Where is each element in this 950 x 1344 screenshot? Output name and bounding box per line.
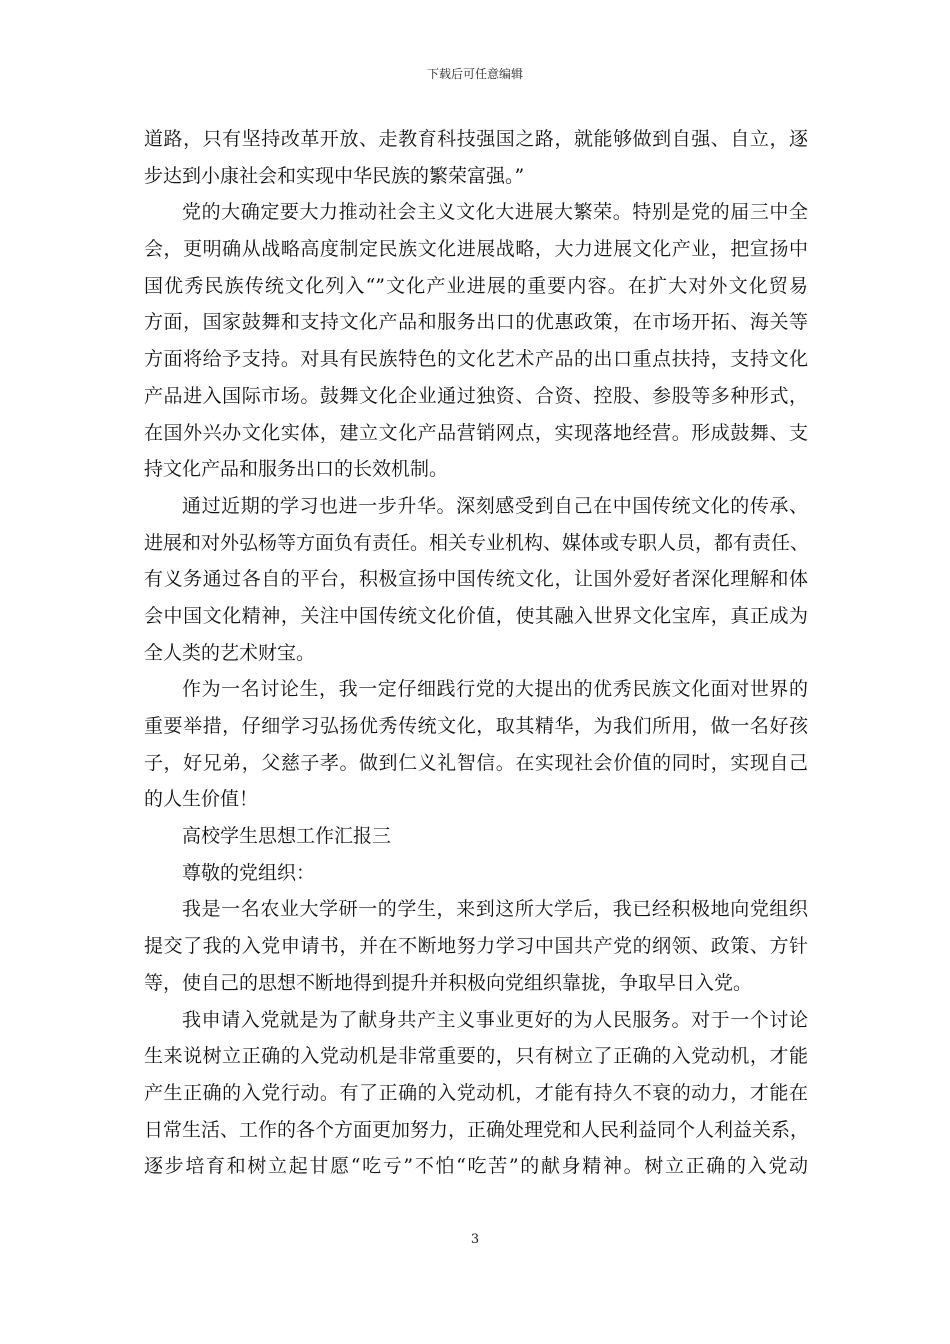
section-heading: 高校学生思想工作汇报三 bbox=[182, 825, 392, 848]
page-number-text: 3 bbox=[470, 1232, 480, 1247]
paragraph-6 bbox=[144, 1002, 808, 1185]
salutation bbox=[144, 855, 808, 892]
paragraph-1 bbox=[144, 121, 808, 194]
text-line: 会中国文化精神，关注中国传统文化价值，使其融入世界文化宝库，真正成为 bbox=[144, 604, 808, 627]
text-line: 有义务通过各自的平台，积极宣扬中国传统文化，让国外爱好者深化理解和体 bbox=[144, 568, 808, 591]
text-line: 等，使自己的思想不断地得到提升并积极向党组织靠拢，争取早日入党。 bbox=[144, 971, 753, 994]
text-line: 生来说树立正确的入党动机是非常重要的，只有树立了正确的入党动机，才能 bbox=[144, 1045, 808, 1068]
text-line: 子，好兄弟，父慈子孝。做到仁义礼智信。在实现社会价值的同时，实现自己 bbox=[144, 751, 808, 774]
text-line: 方面将给予支持。对具有民族特色的文化艺术产品的出口重点扶持，支持文化 bbox=[144, 348, 808, 371]
text-line: 提交了我的入党申请书，并在不断地努力学习中国共产党的纲领、政策、方针 bbox=[144, 935, 808, 958]
text-line: 产生正确的入党行动。有了正确的入党动机，才能有持久不衰的动力，才能在 bbox=[144, 1081, 808, 1104]
page-header bbox=[0, 66, 950, 82]
text-line: 我是一名农业大学研一的学生，来到这所大学后，我已经积极地向党组织 bbox=[182, 898, 808, 921]
text-line: 通过近期的学习也进一步升华。深刻感受到自己在中国传统文化的传承、 bbox=[182, 494, 808, 517]
text-line: 方面，国家鼓舞和支持文化产品和服务出口的优惠政策，在市场开拓、海关等 bbox=[144, 311, 808, 334]
text-line: 产品进入国际市场。鼓舞文化企业通过独资、合资、控股、参股等多种形式， bbox=[144, 384, 808, 407]
text-line: 的人生价值！ bbox=[144, 788, 259, 811]
document-body bbox=[144, 121, 808, 1185]
text-line: 步达到小康社会和实现中华民族的繁荣富强。” bbox=[144, 164, 525, 187]
text-line: 重要举措，仔细学习弘扬优秀传统文化，取其精华，为我们所用，做一名好孩 bbox=[144, 715, 808, 737]
text-line: 国优秀民族传统文化列入“”文化产业进展的重要内容。在扩大对外文化贸易 bbox=[144, 274, 808, 297]
paragraph-4 bbox=[144, 671, 808, 818]
salutation-line: 尊敬的党组织： bbox=[182, 861, 316, 884]
text-line: 在国外兴办文化实体，建立文化产品营销网点，实现落地经营。形成鼓舞、支 bbox=[144, 421, 808, 444]
text-line: 会，更明确从战略高度制定民族文化进展战略，大力进展文化产业，把宣扬中 bbox=[144, 238, 808, 261]
text-line: 作为一名讨论生，我一定仔细践行党的大提出的优秀民族文化面对世界的 bbox=[182, 678, 808, 701]
text-line: 党的大确定要大力推动社会主义文化大进展大繁荣。特别是党的届三中全 bbox=[182, 201, 808, 224]
text-line: 我申请入党就是为了献身共产主义事业更好的为人民服务。对于一个讨论 bbox=[182, 1008, 808, 1031]
text-line: 日常生活、工作的各个方面更加努力，正确处理党和人民利益同个人利益关系， bbox=[144, 1118, 810, 1141]
section-title bbox=[144, 818, 808, 855]
header-note: 下载后可任意编辑 bbox=[426, 67, 523, 81]
text-line: 进展和对外弘杨等方面负有责任。相关专业机构、媒体或专职人员，都有责任、 bbox=[144, 531, 810, 554]
paragraph-2 bbox=[144, 194, 808, 488]
text-line: 全人类的艺术财宝。 bbox=[144, 641, 316, 664]
paragraph-5 bbox=[144, 891, 808, 1001]
text-line: 逐步培育和树立起甘愿“吃亏”不怕“吃苦”的献身精神。树立正确的入党动 bbox=[144, 1155, 808, 1178]
text-line: 道路，只有坚持改革开放、走教育科技强国之路，就能够做到自强、自立，逐 bbox=[144, 128, 808, 150]
text-line: 持文化产品和服务出口的长效机制。 bbox=[144, 458, 449, 481]
paragraph-3 bbox=[144, 488, 808, 671]
page-number bbox=[0, 1232, 950, 1248]
